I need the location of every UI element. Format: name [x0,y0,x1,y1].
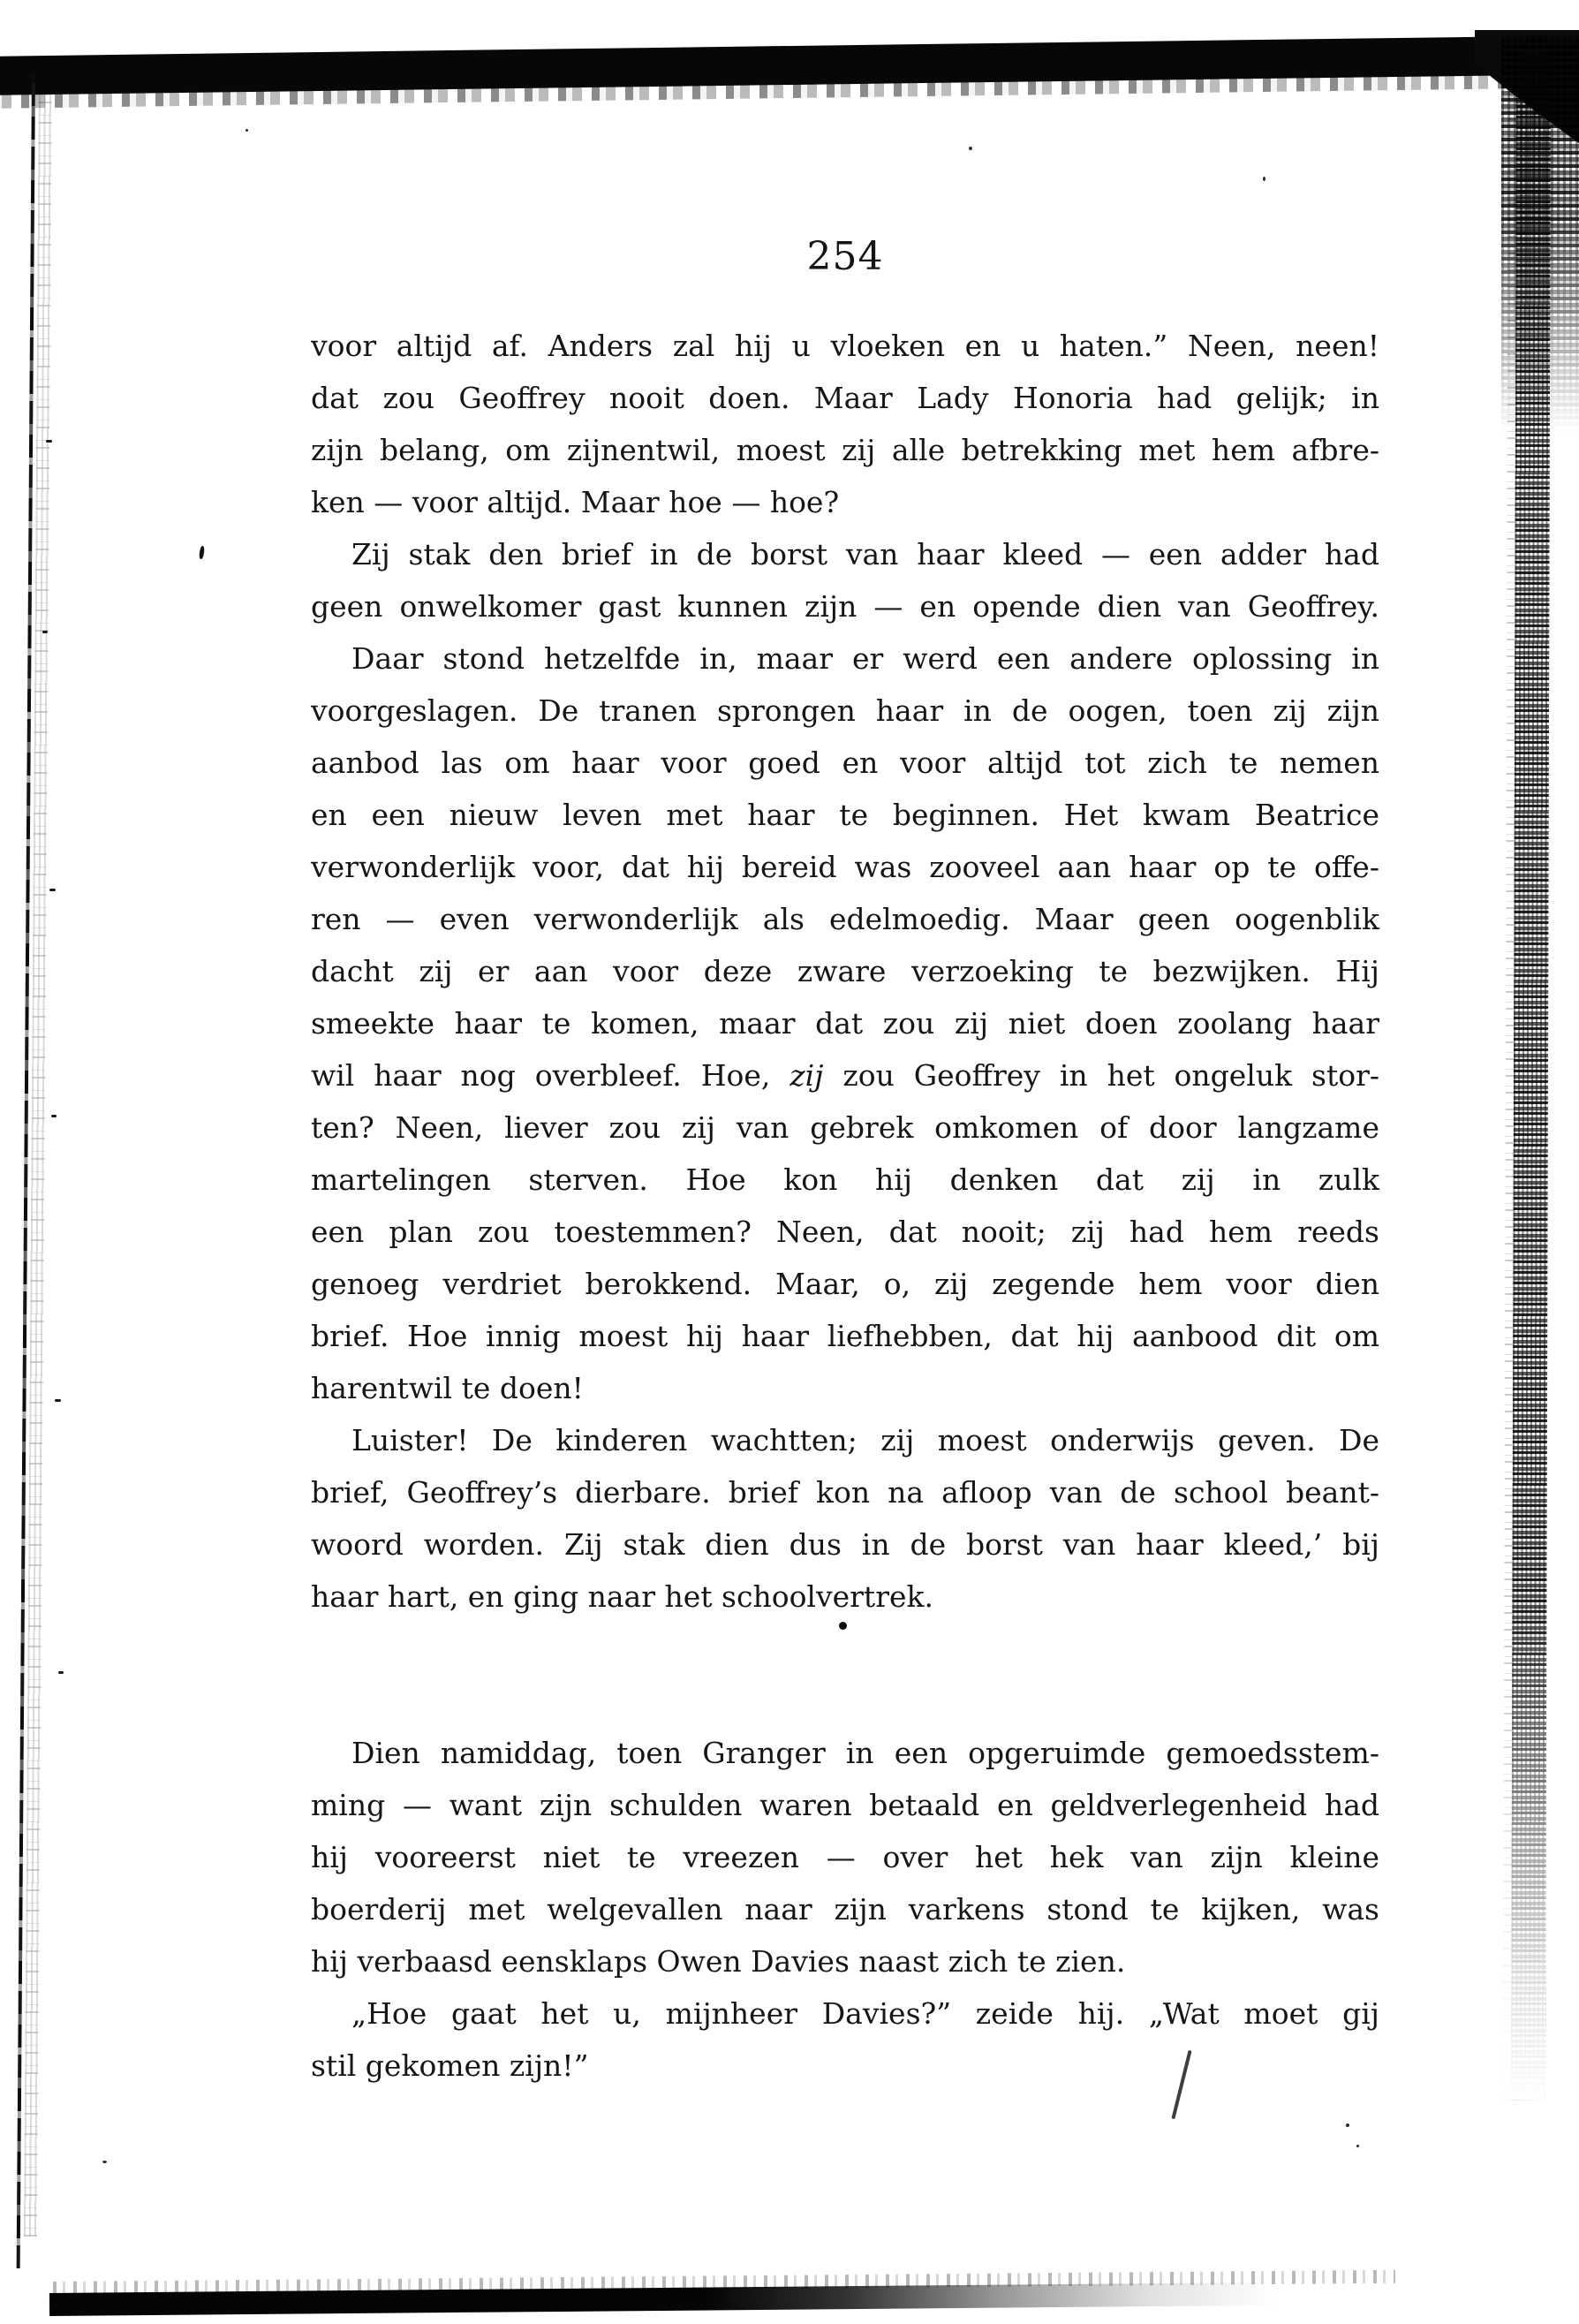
text-line: genoeg verdriet berokkend. Maar, o, zij zegende hem voor dien [311,1267,1379,1301]
text-line: ren — even verwonderlijk als edelmoedig. Maar geen oogenblik [311,902,1379,936]
text-line: hij vooreerst niet te vreezen — over het hek van zijn kleine [311,1840,1379,1874]
text-line: Zij stak den brief in de borst van haar kleed — een adder had [351,537,1379,572]
text-line: hij verbaasd eensklaps Owen Davies naast zich te zien. [311,1944,1126,1979]
text-line: woord worden. Zij stak dien dus in de borst van haar kleed,’ bij [311,1527,1379,1562]
text-line: geen onwelkomer gast kunnen zijn — en opende dien van Geoffrey. [311,589,1379,624]
paragraph-2 [311,528,1379,632]
text-line: voorgeslagen. De tranen sprongen haar in de oogen, toen zij zijn [311,693,1379,728]
speck [1263,177,1265,181]
margin-tick [55,1399,61,1402]
margin-tick [42,631,48,633]
speck [969,147,972,150]
text-line: ken — voor altijd. Maar hoe — hoe? [311,485,840,519]
text-line: brief, Geoffrey’s dierbare. brief kon na afloop van de school beant- [311,1475,1379,1510]
text-line: aanbod las om haar voor goed en voor altijd tot zich te nemen [311,746,1379,780]
text-line: voor altijd af. Anders zal hij u vloeken en u haten.” Neen, neen! [311,329,1379,363]
text-line: „Hoe gaat het u, mijnheer Davies?” zeide hij. „Wat moet gij [351,1996,1379,2031]
speck [1356,2145,1359,2147]
paragraph-6 [311,1987,1379,2092]
text-line: dacht zij er aan voor deze zware verzoeking te bezwijken. Hij [311,954,1379,988]
text-line: dat zou Geoffrey nooit doen. Maar Lady Honoria had gelijk; in [311,381,1379,415]
text-line: Daar stond hetzelfde in, maar er werd een andere oplossing in [351,641,1379,676]
text-line: haar hart, en ging naar het schoolvertrek. [311,1579,933,1614]
margin-tick [51,1115,57,1117]
text-line: zijn belang, om zijnentwil, moest zij alle betrekking met hem afbre- [311,433,1379,467]
text-line: brief. Hoe innig moest hij haar liefhebben, dat hij aanbood dit om [311,1319,1379,1353]
speck [246,129,248,132]
paragraph-4 [311,1414,1379,1623]
speck [102,2161,107,2163]
text-line: harentwil te doen! [311,1371,584,1405]
text-line: smeekte haar te komen, maar dat zou zij niet doen zoolang haar [311,1006,1379,1041]
text-segment: zou Geoffrey in het ongeluk stor- [823,1058,1379,1093]
text-line [311,1049,1379,1101]
paragraph-5 [311,1727,1379,1987]
page-number: 254 [806,234,884,279]
scan-right-edge-band [1511,51,1551,2101]
comma-artifact [199,546,205,560]
text-line: martelingen sterven. Hoe kon hij denken dat zij in zulk [311,1162,1379,1197]
text-line: verwonderlijk voor, dat hij bereid was zooveel aan haar op te offe- [311,850,1379,884]
text-line: ten? Neen, liever zou zij van gebrek omkomen of door langzame [311,1110,1379,1145]
text-line: Luister! De kinderen wachtten; zij moest onderwijs geven. De [351,1423,1379,1457]
text-block [311,320,1379,2092]
paragraph-1 [311,320,1379,528]
text-line: boerderij met welgevallen naar zijn varkens stond te kijken, was [311,1892,1379,1927]
text-line: stil gekomen zijn!” [311,2048,589,2083]
text-line: een plan zou toestemmen? Neen, dat nooit; zij had hem reeds [311,1215,1379,1249]
text-segment: wil haar nog overbleef. Hoe, [311,1058,790,1093]
margin-tick [46,440,52,443]
scan-left-crease-speckle [24,81,52,2237]
text-line: ming — want zijn schulden waren betaald en geldverlegenheid had [311,1788,1379,1822]
paragraph-3 [311,632,1379,1414]
text-line: en een nieuw leven met haar te beginnen. Het kwam Beatrice [311,798,1379,832]
margin-tick [58,1671,64,1674]
margin-tick [49,889,56,891]
speck [1346,2123,1349,2127]
text-line: Dien namiddag, toen Granger in een opgeruimde gemoedsstem- [351,1736,1379,1770]
italic-word: zij [790,1058,824,1093]
